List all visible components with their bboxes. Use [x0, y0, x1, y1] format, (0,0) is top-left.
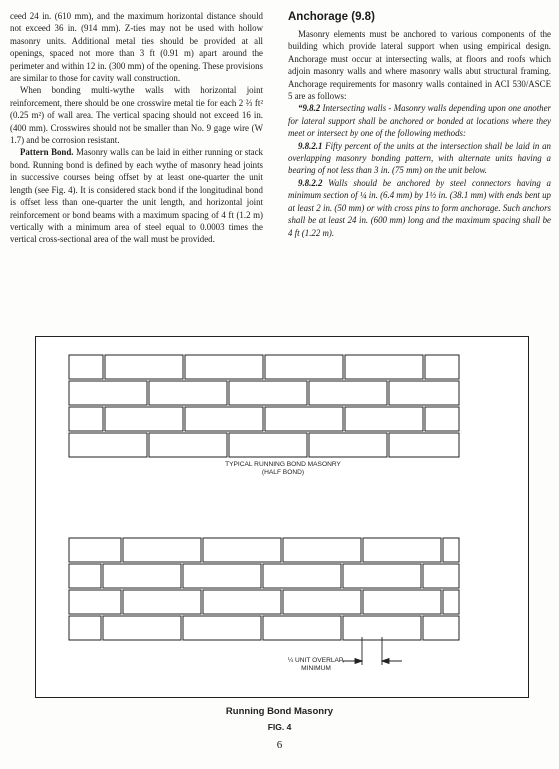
brick-unit — [185, 407, 263, 431]
brick-unit — [69, 355, 103, 379]
brick-diagram — [36, 337, 530, 699]
brick-unit — [149, 433, 227, 457]
figure-number: FIG. 4 — [267, 722, 292, 732]
paragraph-text: Masonry walls can be laid in either running or stack bond. Running bond is defined by each wythe of masonry head joints in successive courses being offset by at least one-quarter the unit length (see Fig. 4). It is considered stack bond if the longitudinal bond is offset less than one-quarter the unit length, and horizontal joint reinforcement or bond beams with a maximum spacing of 4 ft (1.2 m) vertically with a minimum area of steel equal to 0.0003 times the vertical cross-sectional area of the wall must be provided. — [10, 147, 263, 245]
brick-unit — [389, 381, 459, 405]
brick-unit — [123, 590, 201, 614]
page-number: 6 — [276, 739, 283, 751]
brick-unit — [263, 564, 341, 588]
brick-unit — [343, 616, 421, 640]
paragraph: Masonry elements must be anchored to various components of the building which provide lateral support when using empirical design. Anchorage must occur at intersecting walls, at floors and roofs which adjoin masonry walls and where masonry walls abut structural framing. Anchorage requirements for masonry walls contained in ACI 530/ASCE 5 are as follows: — [288, 29, 551, 102]
brick-unit — [203, 590, 281, 614]
left-column — [10, 10, 263, 246]
brick-unit — [283, 538, 361, 562]
brick-unit — [69, 616, 101, 640]
brick-unit — [363, 590, 441, 614]
running-bond-wall-half — [69, 355, 459, 457]
brick-unit — [203, 538, 281, 562]
brick-unit — [103, 616, 181, 640]
brick-unit — [229, 433, 307, 457]
brick-unit — [105, 355, 183, 379]
brick-unit — [69, 433, 147, 457]
clause-text: Fifty percent of the units at the intersection shall be laid in an overlapping masonry bonding pattern, with alternate units having a bearing of not less than 3 in. (75 mm) on the unit below. — [288, 140, 551, 176]
brick-unit — [425, 407, 459, 431]
brick-unit — [69, 564, 101, 588]
quote-paragraph — [288, 140, 551, 177]
figure-caption-title: Running Bond Masonry — [225, 706, 334, 717]
brick-unit — [443, 538, 459, 562]
brick-unit — [423, 616, 459, 640]
brick-unit — [309, 381, 387, 405]
brick-unit — [149, 381, 227, 405]
brick-unit — [103, 564, 181, 588]
clause-number: “9.8.2 — [298, 103, 321, 114]
brick-unit — [229, 381, 307, 405]
label-line: TYPICAL RUNNING BOND MASONRY — [225, 461, 341, 468]
brick-unit — [345, 407, 423, 431]
label-line: ¼ UNIT OVERLAP, — [287, 657, 345, 664]
brick-unit — [283, 590, 361, 614]
figure-box — [35, 336, 529, 698]
brick-unit — [123, 538, 201, 562]
quote-paragraph — [288, 102, 551, 139]
paragraph: When bonding multi-wythe walls with horizontal joint reinforcement, there should be one crosswire metal tie for each 2 ⅔ ft² (0.25 m²) of wall area. The vertical spacing should not exceed 16 in. (400 mm). Crosswires should not be smaller than No. 9 gage wire (W 1.7) and be corrosion resistant. — [10, 85, 263, 146]
clause-text: Walls should be anchored by steel connectors having a minimum section of ¼ in. (6.4 mm) by 1½ in. (38.1 mm) with ends bent up at least 2 in. (50 mm) or with cross pins to form anchorage. Such anchors shall be at least 24 in. (600 mm) long and the maximum spacing shall be 4 ft (1.22 m). — [288, 177, 551, 238]
brick-unit — [343, 564, 421, 588]
brick-unit — [389, 433, 459, 457]
brick-unit — [69, 538, 121, 562]
brick-unit — [69, 407, 103, 431]
paragraph: ceed 24 in. (610 mm), and the maximum horizontal distance should not exceed 36 in. (914 mm). Z-ties may not be used with hollow masonry units. Additional metal ties should be provided at all openings, spaced not more than 3 ft (0.91 m) apart around the perimeter and within 12 in. (300 mm) of the opening. These provisions are similar to those for cavity wall construction. — [10, 11, 263, 84]
brick-unit — [69, 590, 121, 614]
figure-label-top — [36, 461, 530, 477]
quote-paragraph — [288, 177, 551, 239]
brick-unit — [185, 355, 263, 379]
figure-label-bottom — [276, 657, 356, 673]
clause-number: 9.8.2.2 — [298, 177, 323, 188]
run-in-heading: Pattern Bond. — [20, 147, 74, 158]
clause-text: Intersecting walls - Masonry walls depending upon one another for lateral support shall be anchored or bonded at locations where they meet or intersect by one of the following methods: — [288, 103, 551, 139]
brick-unit — [265, 407, 343, 431]
brick-unit — [183, 616, 261, 640]
right-column — [288, 10, 551, 239]
paragraph — [10, 146, 263, 245]
brick-unit — [423, 564, 459, 588]
running-bond-wall-quarter — [69, 538, 459, 640]
brick-unit — [105, 407, 183, 431]
clause-number: 9.8.2.1 — [298, 140, 323, 151]
brick-unit — [363, 538, 441, 562]
brick-unit — [309, 433, 387, 457]
brick-unit — [425, 355, 459, 379]
section-heading: Anchorage (9.8) — [288, 11, 375, 23]
label-line: (HALF BOND) — [261, 469, 305, 476]
brick-unit — [345, 355, 423, 379]
brick-unit — [443, 590, 459, 614]
brick-unit — [69, 381, 147, 405]
brick-unit — [263, 616, 341, 640]
brick-unit — [265, 355, 343, 379]
brick-unit — [183, 564, 261, 588]
label-line: MINIMUM — [301, 665, 331, 672]
